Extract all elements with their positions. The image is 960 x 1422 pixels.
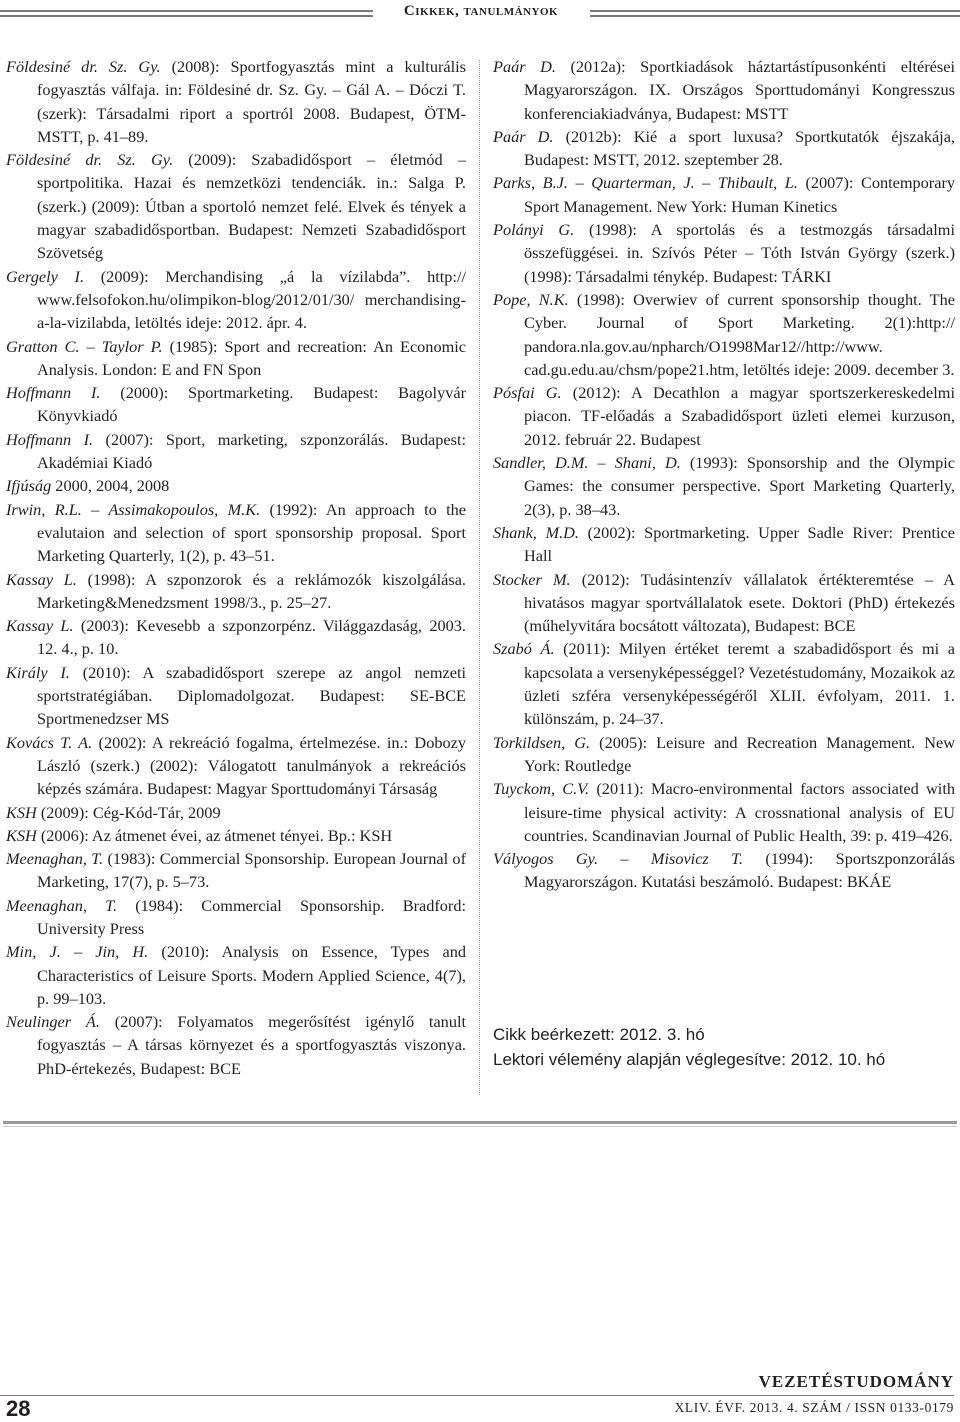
reference-body: (2010): Analysis on Essence, Types and Characteristics of Leisure Sports. Modern Applied Science, 4(7), p. 99–103.: [37, 942, 466, 1008]
reference-entry: [493, 288, 955, 381]
reference-author: Kovács T. A.: [6, 732, 93, 752]
reference-author: Király I.: [6, 662, 70, 682]
reference-entry: [6, 1010, 466, 1080]
finalized-date: Lektori vélemény alapján véglegesítve: 2012. 10. hó: [493, 1050, 886, 1069]
reference-entry: [6, 894, 466, 941]
reference-entry: [493, 171, 955, 218]
reference-body: (2010): A szabadidősport szerepe az angol nemzeti sportstratégiában. Diplomadolgozat. Budapest: SE-BCE Sportmenedzser MS: [37, 662, 466, 729]
reference-author: Polányi G.: [493, 220, 575, 240]
reference-author: Ifjúság: [6, 476, 52, 496]
reference-author: Vályogos Gy. – Misovicz T.: [493, 849, 744, 869]
reference-author: Parks, B.J. – Quarterman, J. – Thibault, L.: [493, 173, 798, 193]
reference-body: (2012): Tudásintenzív vállalatok értékteremtése – A hivatásos magyar sportvállalatok esete. Doktori (PhD) értekezés (műhelyvitára bocsátott változata), Budapest: BCE: [524, 569, 955, 636]
reference-author: Paár D.: [493, 57, 556, 76]
reference-entry: [6, 265, 466, 335]
reference-author: Neulinger Á.: [6, 1012, 100, 1032]
reference-author: Pósfai G.: [493, 383, 562, 403]
reference-author: Irwin, R.L. – Assimakopoulos, M.K.: [6, 499, 261, 519]
reference-body: (2011): Milyen értéket teremt a szabadidősport és mi a kapcsolata a versenyképességgel? Vezetéstudomány, Mozaikok az üzleti szféra versenyképességéről XLII. évfolyam, 2011. 1. különszám, p. 24–37.: [524, 639, 955, 729]
reference-entry: [6, 940, 466, 1010]
reference-body: 2000, 2004, 2008: [51, 476, 170, 496]
reference-body: (1993): Sponsorship and the Olympic Games: the consumer perspective. Sport Marketing Quarterly, 2(3), p. 38–43.: [524, 453, 956, 519]
reference-entry: [6, 801, 466, 824]
page-number: 28: [6, 1396, 31, 1421]
reference-entry: [6, 474, 466, 497]
reference-author: Pope, N.K.: [493, 289, 569, 309]
reference-entry: [6, 55, 466, 148]
issue-info: XLIV. ÉVF. 2013. 4. SZÁM / ISSN 0133-0179: [674, 1400, 954, 1415]
reference-entry: [6, 614, 466, 661]
reference-body: (2006): Az átmenet évei, az átmenet tényei. Bp.: KSH: [36, 825, 393, 845]
reference-entry: [493, 55, 955, 125]
reference-body: (2008): Sportfogyasztás mint a kulturális fogyasztás válfaja. in: Földesiné dr. Sz. Gy. – Gál A. – Dóczi T. (szerk): Társadalmi riport a sportról 2008. Budapest, ÖTM-MSTT, p. 41–89.: [37, 57, 467, 146]
reference-body: (2005): Leisure and Recreation Management. New York: Routledge: [524, 732, 956, 775]
reference-body: (2002): Sportmarketing. Upper Sadle River: Prentice Hall: [524, 522, 956, 566]
section-title: Cikkek, tanulmányok: [403, 3, 559, 19]
reference-author: Földesiné dr. Sz. Gy.: [6, 57, 161, 76]
reference-body: (1998): Overwiev of current sponsorship thought. The Cyber. Journal of Sport Marketing. 2(1):http:// pandora.nla.gov.au/npharch/O1998Mar12//http://www. cad.gu.edu.au/chsm/pope21.htm, letöltés ideje: 2009. december 3.: [524, 289, 955, 379]
reference-entry: [493, 451, 955, 521]
reference-entry: [6, 498, 466, 568]
reference-author: Paár D.: [493, 126, 554, 146]
reference-entry: [493, 521, 955, 568]
reference-body: (2007): Contemporary Sport Management. New York: Human Kinetics: [524, 173, 956, 216]
separator-line: [3, 1126, 957, 1127]
reference-author: Meenaghan, T.: [6, 895, 118, 915]
reference-body: (1984): Commercial Sponsorship. Bradford: University Press: [37, 895, 467, 938]
reference-entry: [6, 731, 466, 801]
reference-body: (1985): Sport and recreation: An Economic Analysis. London: E and FN Spon: [37, 336, 467, 379]
reference-body: (2007): Folyamatos megerősítést igénylő tanult fogyasztás – A társas környezet és a sportfogyasztás viszonya. PhD-értekezés, Budapest: BCE: [37, 1012, 467, 1078]
article-dates: [493, 1022, 955, 1072]
reference-entry: [493, 777, 955, 847]
reference-body: (1992): An approach to the evalutaion and selection of sport sponsorship proposal. Sport Marketing Quarterly, 1(2), p. 43–51.: [37, 499, 466, 566]
reference-body: (1998): A szponzorok és a reklámozók kiszolgálása. Marketing&Menedzsment 1998/3., p. 25–27.: [37, 569, 466, 612]
reference-author: Tuyckom, C.V.: [493, 779, 590, 799]
reference-entry: [6, 428, 466, 475]
reference-author: KSH: [6, 825, 37, 845]
reference-author: Gergely I.: [6, 266, 85, 286]
header-rule-right: [590, 10, 960, 12]
reference-entry: [6, 335, 466, 382]
reference-entry: [493, 847, 955, 894]
reference-author: Sandler, D.M. – Shani, D.: [493, 453, 681, 473]
reference-body: (2012a): Sportkiadások háztartástípusonkénti eltérései Magyarországon. IX. Országos Sporttudományi Kongresszus konferenciakiadványa, Budapest: MSTT: [524, 57, 955, 123]
reference-entry: [6, 381, 466, 428]
reference-entry: [6, 824, 466, 847]
reference-body: (1994): Sportszponzorálás Magyarországon. Kutatási beszámoló. Budapest: BKÁE: [524, 849, 955, 892]
header-rule-right: [590, 15, 960, 17]
reference-body: (2012b): Kié a sport luxusa? Sportkutatók éjszakája, Budapest: MSTT, 2012. szeptember 28.: [524, 126, 956, 170]
reference-entry: [493, 125, 955, 172]
reference-author: Hoffmann I.: [6, 429, 94, 449]
reference-body: (2009): Szabadidősport – életmód – sportpolitika. Hazai és nemzetközi tendenciák. in.: Salga P. (szerk.) (2009): Útban a sportoló nemzet felé. Elvek és tények a magyar szabadidősportban. Budapest: Nemzeti Szabadidősport Szövetség: [37, 150, 466, 263]
journal-name: VEZETÉSTUDOMÁNY: [758, 1372, 954, 1391]
reference-body: (2011): Macro-environmental factors associated with leisure-time physical activity: A crossnational analysis of EU countries. Scandinavian Journal of Public Health, 39: p. 419–426.: [524, 779, 955, 845]
reference-author: Stocker M.: [493, 569, 571, 589]
reference-entry: [6, 661, 466, 731]
reference-entry: [493, 568, 955, 638]
reference-author: Földesiné dr. Sz. Gy.: [6, 150, 174, 170]
references-right-column: [493, 55, 955, 894]
reference-body: (2009): Merchandising „á la vízilabda”. http:// www.felsofokon.hu/olimpikon-blog/2012/01/30/ merchandising-a-la-vizilabda, letöltés ideje: 2012. ápr. 4.: [37, 266, 466, 333]
reference-author: Torkildsen, G.: [493, 732, 591, 752]
reference-body: (2007): Sport, marketing, szponzorálás. Budapest: Akadémiai Kiadó: [37, 429, 467, 473]
header-rule-left: [0, 10, 373, 12]
reference-body: (2012): A Decathlon a magyar sportszerkereskedelmi piacon. TF-előadás a Szabadidősport üzleti elemei kurzuson, 2012. február 22. Budapest: [524, 383, 955, 449]
received-date: Cikk beérkezett: 2012. 3. hó: [493, 1025, 705, 1044]
reference-body: (1998): A sportolás és a testmozgás társadalmi összefüggései. in. Szívós Péter – Tóth István György (szerk.) (1998): Társadalmi ténykép. Budapest: TÁRKI: [524, 220, 955, 286]
reference-author: Kassay L.: [6, 616, 74, 636]
references-left-column: [6, 55, 466, 1080]
reference-entry: [6, 847, 466, 894]
column-divider: [479, 60, 480, 1095]
reference-body: (2003): Kevesebb a szponzorpénz. Világgazdaság, 2003. 12. 4., p. 10.: [37, 616, 466, 659]
reference-body: (2000): Sportmarketing. Budapest: Bagolyvár Könyvkiadó: [37, 383, 466, 426]
reference-author: Shank, M.D.: [493, 522, 579, 542]
reference-entry: [6, 148, 466, 264]
reference-entry: [493, 731, 955, 778]
page-header: [0, 0, 960, 30]
footer-rule: [0, 1395, 954, 1396]
reference-author: Szabó Á.: [493, 639, 555, 659]
reference-body: (1983): Commercial Sponsorship. European Journal of Marketing, 17(7), p. 5–73.: [37, 849, 466, 892]
separator-bar: [3, 1121, 957, 1124]
bottom-separator: [0, 1121, 960, 1125]
reference-author: Min, J. – Jin, H.: [6, 942, 149, 962]
reference-body: (2009): Cég-Kód-Tár, 2009: [36, 802, 221, 822]
page-footer: [0, 1360, 960, 1422]
reference-author: Gratton C. – Taylor P.: [6, 336, 163, 356]
reference-entry: [6, 568, 466, 615]
reference-author: KSH: [6, 802, 37, 822]
header-rule-left: [0, 15, 373, 17]
reference-entry: [493, 218, 955, 288]
reference-body: (2002): A rekreáció fogalma, értelmezése. in.: Dobozy László (szerk.) (2002): Válogatott tanulmányok a rekreációs képzés számára. Budapest: Magyar Sporttudományi Társaság: [37, 732, 466, 799]
reference-author: Hoffmann I.: [6, 383, 101, 403]
reference-entry: [493, 381, 955, 451]
reference-author: Kassay L.: [6, 569, 77, 589]
reference-entry: [493, 637, 955, 730]
reference-author: Meenaghan, T.: [6, 849, 104, 869]
